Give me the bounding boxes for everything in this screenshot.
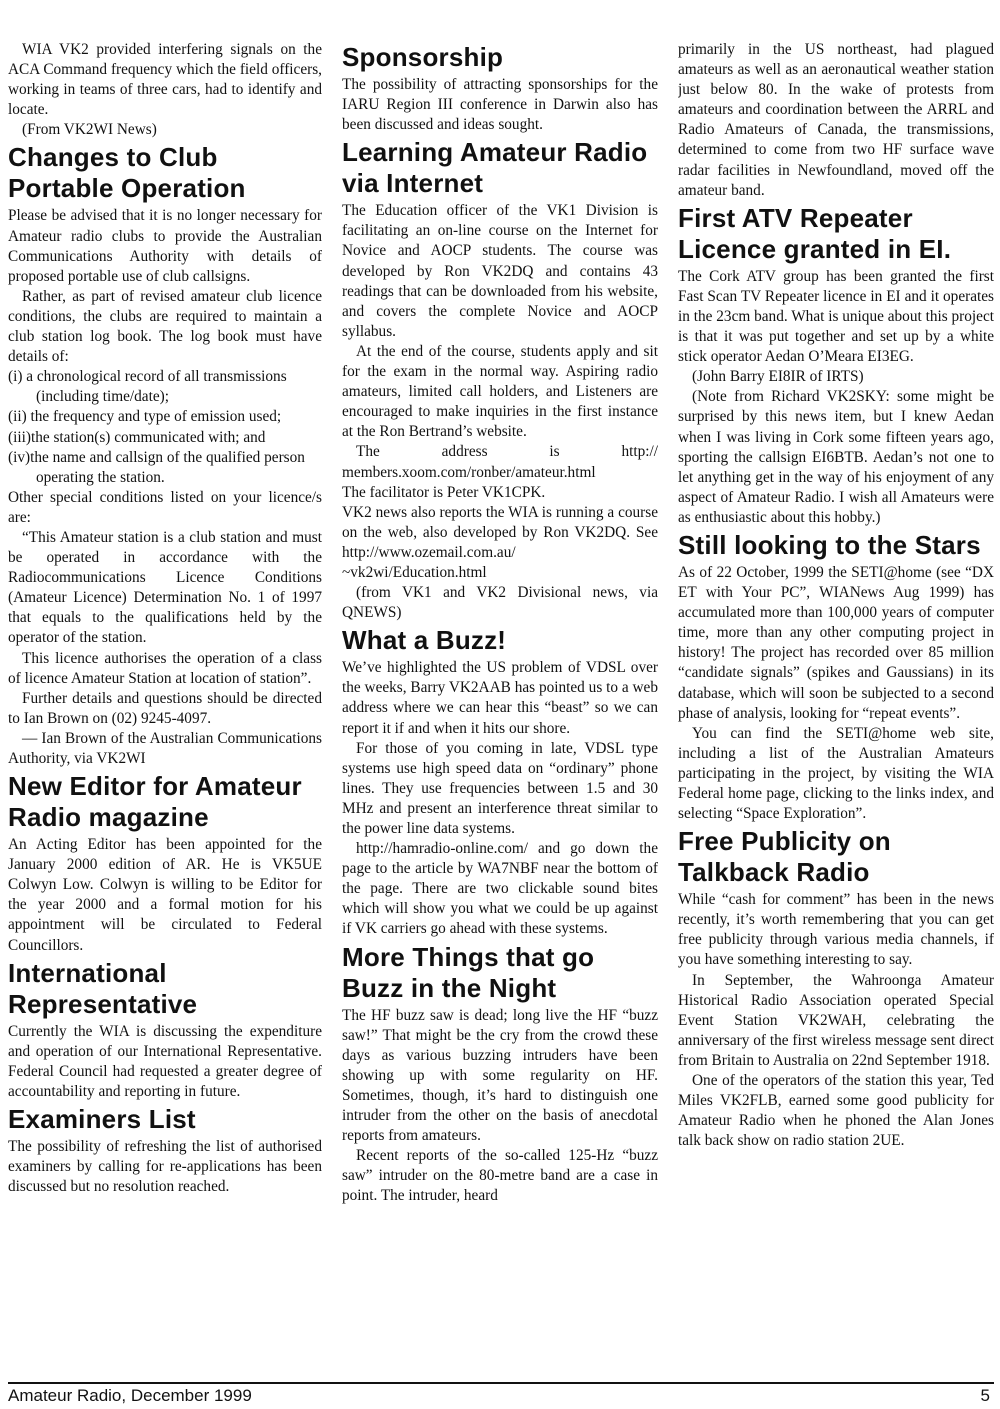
paragraph: For those of you coming in late, VDSL type systems use high speed data on “ordinary” phone lines. They use frequencies between 1.5 and 30 MHz and present an interference threat similar to the power line data systems. [342, 739, 658, 837]
paragraph: “This Amateur station is a club station and must be operated in accordance with the Radiocommunications Licence Conditions (Amateur Licence) Determination No. 1 of 1997 that equals to the qualifications held by the operator of the station. [8, 528, 322, 647]
paragraph: Further details and questions should be directed to Ian Brown on (02) 9245-4097. [8, 689, 322, 727]
paragraph: The possibility of attracting sponsorships for the IARU Region III conference in Darwin also has been discussed and ideas sought. [342, 76, 658, 134]
paragraph: The Cork ATV group has been granted the first Fast Scan TV Repeater licence in EI and it operates in the 23cm band. What is unique about this project is that it was put together and set up by a white stick operator Aedan O’Meara EI3EG. [678, 267, 994, 366]
heading-international-representative: International Representative [8, 957, 198, 1019]
column-left [8, 40, 322, 1370]
list-item: (ii) the frequency and type of emission used; [8, 408, 282, 426]
column-right [678, 40, 994, 1370]
list-item: (iii)the station(s) communicated with; and [8, 428, 266, 446]
heading-new-editor: New Editor for Amateur Radio magazine [8, 771, 302, 833]
attribution: (John Barry EI8IR of IRTS) [692, 368, 864, 386]
intro-paragraph: WIA VK2 provided interfering signals on the ACA Command frequency which the field officers, working in teams of three cars, had to identify and locate. [8, 41, 322, 119]
paragraph: An Acting Editor has been appointed for the January 2000 edition of AR. He is VK5UE Colwyn Low. Colwyn is willing to be Editor for the year 2000 and a formal motion for his appointment will be circulated to Federal Councillors. [8, 836, 322, 954]
paragraph: While “cash for comment” has been in the news recently, it’s worth remembering that you can get free publicity through various media channels, if you have something interesting to say. [678, 891, 994, 969]
paragraph: VK2 news also reports the WIA is running a course on the web, also developed by Ron VK2DQ. See http://www.ozemail.com.au/ ~vk2wi/Education.html [342, 503, 658, 581]
paragraph: Other special conditions listed on your licence/s are: [8, 488, 322, 526]
paragraph: One of the operators of the station this year, Ted Miles VK2FLB, earned some good publicity for Amateur Radio when he phoned the Alan Jones talk back show on radio station 2UE. [678, 1072, 994, 1150]
paragraph: http://hamradio-online.com/ and go down the page to the article by WA7NBF near the bottom of the page. There are two clickable sound bites which will show you what we could be up against if VK carriers go ahead with these systems. [342, 840, 658, 938]
paragraph: The HF buzz saw is dead; long live the HF “buzz saw!” That might be the cry from the crowd these days as various buzzing intruders have been showing up with some regularity on HF. Sometimes, though, it’s hard to distinguish one intruder from the other on the basis of anecdotal reports from amateurs. [342, 1006, 658, 1145]
paragraph: We’ve highlighted the US problem of VDSL over the weeks, Barry VK2AAB has pointed us to a web address where we can hear this “beast” so we can report it if and when it hits our shore. [342, 659, 658, 737]
intro-source: (From VK2WI News) [22, 121, 157, 139]
paragraph: At the end of the course, students apply and sit for the exam in the normal way. Aspiring radio amateurs, limited call holders, and Listeners are encouraged to make inquiries in the first instance at the Ron Bertrand’s website. [342, 342, 658, 441]
footer-publication: Amateur Radio, December 1999 [8, 1386, 252, 1405]
paragraph: Currently the WIA is discussing the expenditure and operation of our International Representative. Federal Council had requested a greater degree of accountability and reporting in future. [8, 1022, 322, 1100]
paragraph: This licence authorises the operation of a class of licence Amateur Station at location of station”. [8, 649, 322, 687]
column-middle [342, 40, 658, 1370]
list-item: (iv)the name and callsign of the qualified person operating the station. [8, 448, 305, 486]
list-item: (i) a chronological record of all transmissions (including time/date); [8, 368, 287, 406]
heading-what-a-buzz: What a Buzz! [342, 625, 507, 656]
heading-club-portable: Changes to Club Portable Operation [8, 142, 246, 204]
heading-buzz-in-the-night: More Things that go Buzz in the Night [342, 941, 595, 1003]
logbook-requirements-list [8, 367, 322, 488]
heading-looking-to-stars: Still looking to the Stars [678, 529, 981, 560]
paragraph: You can find the SETI@home web site, including a list of the Australian Amateurs participating in the project, by visiting the WIA Federal home page, clicking to the links index, and selecting “Space Exploration”. [678, 724, 994, 823]
paragraph: The address is http:// members.xoom.com/ronber/amateur.html [342, 443, 658, 481]
heading-sponsorship: Sponsorship [342, 42, 504, 72]
paragraph: Recent reports of the so-called 125-Hz “buzz saw” intruder on the 80-metre band are a case in point. The intruder, heard [342, 1147, 658, 1205]
paragraph: Please be advised that it is no longer necessary for Amateur radio clubs to provide the Australian Communications Authority with details of proposed portable use of club callsigns. [8, 207, 322, 285]
heading-examiners-list: Examiners List [8, 1104, 196, 1135]
footer-rule [8, 1382, 994, 1384]
page-number: 5 [980, 1386, 990, 1405]
attribution: — Ian Brown of the Australian Communications Authority, via VK2WI [8, 729, 322, 767]
heading-free-publicity: Free Publicity on Talkback Radio [678, 826, 891, 888]
paragraph: As of 22 October, 1999 the SETI@home (see “DX ET with Your PC”, WIANews Aug 1999) has accumulated more than 100,000 years of computer time, more than any other computing project in history! The project has recorded over 85 million “candidate signals” (spikes and Gaussians) in its database, which will soon be subjected to a second phase of analysis, looking for “repeat events”. [678, 563, 994, 722]
heading-learning-amateur-radio: Learning Amateur Radio via Internet [342, 137, 648, 199]
paragraph: The facilitator is Peter VK1CPK. [342, 483, 546, 501]
paragraph: The Education officer of the VK1 Division is facilitating an on-line course on the Internet for Novice and AOCP students. The course was developed by Ron VK2DQ and contains 43 readings that can be downloaded from his website, and covers the complete Novice and AOCP syllabus. [342, 202, 658, 340]
paragraph: (Note from Richard VK2SKY: some might be surprised by this news item, but I knew Aedan when I was living in Cork some fifteen years ago, sporting the callsign EI6BTB. Aedan’s not one to let anything get in the way of his enjoyment of any aspect of Amateur Radio. I wish all Amateurs were as enthusiastic about this hobby.) [678, 388, 994, 526]
heading-atv-repeater: First ATV Repeater Licence granted in EI. [678, 202, 952, 264]
paragraph: In September, the Wahroonga Amateur Historical Radio Association operated Special Event Station VK2WAH, celebrating the anniversary of the first wireless message sent direct from Britain to Australia on 22nd September 1918. [678, 971, 994, 1069]
paragraph: Rather, as part of revised amateur club licence conditions, the clubs are required to maintain a club station log book. The log book must have details of: [8, 287, 322, 366]
attribution: (from VK1 and VK2 Divisional news, via QNEWS) [342, 584, 658, 622]
paragraph-continued: primarily in the US northeast, had plagued amateurs as well as an aeronautical weather station just below 80. In the wake of protests from amateurs and coordination between the ARRL and Radio Amateurs of Canada, the transmissions, determined to come from two HF surface wave radar facilities in Newfoundland, moved off the amateur band. [678, 41, 994, 199]
paragraph: The possibility of refreshing the list of authorised examiners by calling for re-applications has been discussed but no resolution reached. [8, 1138, 322, 1196]
